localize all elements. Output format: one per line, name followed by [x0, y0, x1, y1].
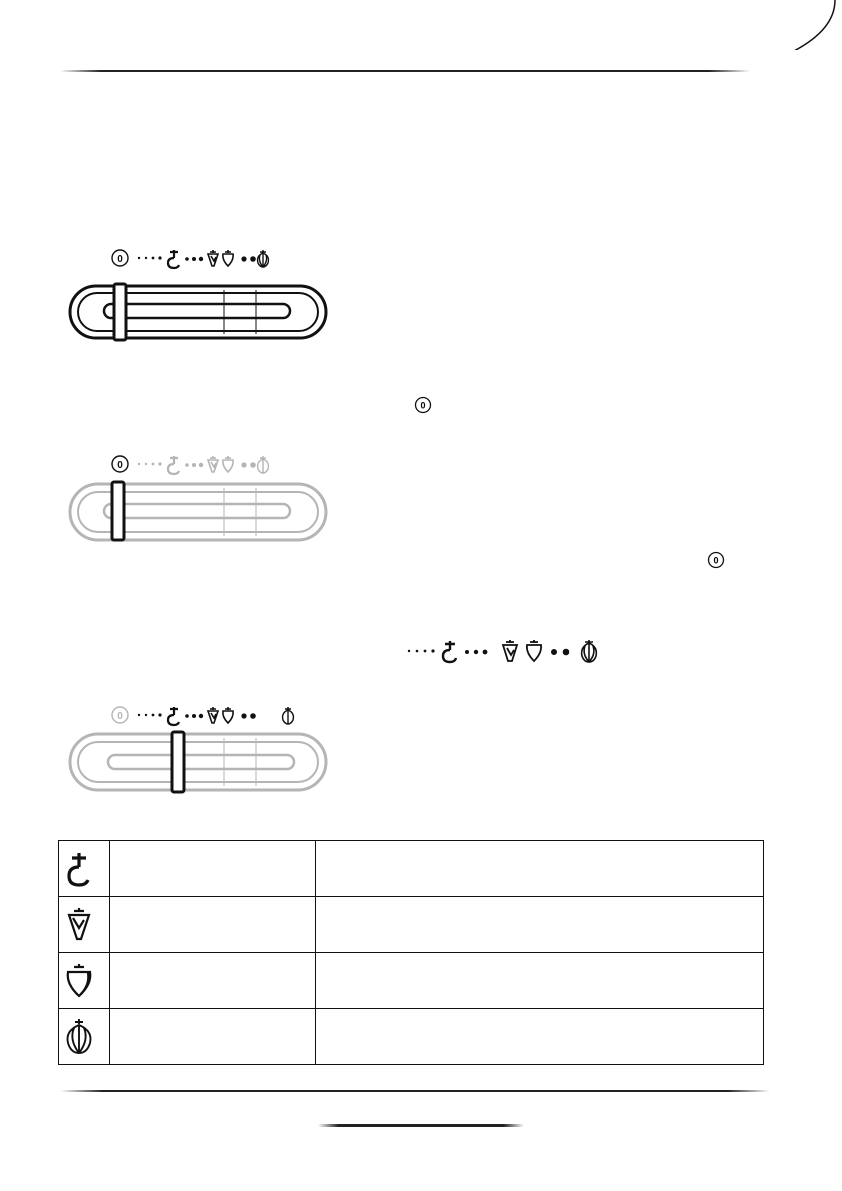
dough-hook-icon	[168, 707, 179, 725]
off-symbol-label: 0	[117, 711, 123, 722]
speed-dot	[199, 257, 203, 261]
table-cell-name	[110, 1009, 316, 1065]
speed-scale	[112, 250, 268, 268]
slider-diagram-off-highlight	[66, 450, 336, 550]
flat-beater-icon	[208, 456, 218, 472]
speed-dot	[145, 257, 147, 259]
speed-dot	[192, 257, 196, 261]
dough-hook-icon	[59, 847, 99, 891]
flex-edge-beater-icon	[527, 640, 541, 661]
slider-housing-light	[70, 484, 326, 540]
wire-whisk-icon	[258, 250, 269, 267]
inline-off-symbol-label: 0	[713, 555, 719, 566]
inline-speed-scale	[404, 636, 604, 666]
flex-edge-beater-icon	[223, 456, 233, 472]
wire-whisk-icon	[59, 1015, 99, 1059]
slider-knob	[172, 732, 184, 792]
slider-housing	[70, 286, 326, 338]
dough-hook-icon	[168, 456, 179, 474]
speed-dot	[185, 257, 189, 261]
speed-dot	[158, 256, 161, 259]
speed-scale-light	[112, 456, 268, 474]
footer-accent-rule	[318, 1124, 524, 1127]
header-rule	[60, 70, 750, 72]
flex-edge-beater-icon	[223, 707, 233, 723]
speed-scale	[112, 707, 293, 725]
table-cell-description	[316, 1009, 764, 1065]
flex-edge-beater-icon	[223, 250, 233, 266]
table-row	[59, 953, 764, 1009]
speed-dot	[241, 256, 246, 261]
flat-beater-icon	[503, 640, 517, 661]
dough-hook-icon	[168, 250, 179, 268]
off-symbol-label: 0	[117, 254, 123, 265]
table-cell-description	[316, 897, 764, 953]
flat-beater-icon	[59, 903, 99, 947]
table-cell-description	[316, 953, 764, 1009]
speed-dot	[152, 257, 155, 260]
slider-housing-light	[70, 734, 326, 790]
footer-rule	[60, 1090, 770, 1092]
wire-whisk-icon	[258, 456, 269, 473]
table-cell-name	[110, 841, 316, 897]
corner-arc-decoration	[792, 0, 842, 50]
speed-dot	[250, 256, 256, 262]
table-row	[59, 897, 764, 953]
wire-whisk-icon	[582, 640, 597, 662]
dough-hook-icon	[443, 641, 456, 662]
table-cell-name	[110, 953, 316, 1009]
inline-off-symbol-icon	[414, 396, 432, 414]
table-cell-icon	[59, 1009, 110, 1065]
table-row	[59, 841, 764, 897]
wire-whisk-icon	[283, 707, 294, 724]
table-cell-icon	[59, 953, 110, 1009]
speed-dot	[138, 257, 140, 259]
inline-off-symbol-label: 0	[420, 400, 426, 411]
flat-beater-icon	[208, 707, 218, 723]
slider-diagram-speed	[66, 700, 336, 800]
table-cell-description	[316, 841, 764, 897]
table-cell-icon	[59, 897, 110, 953]
flat-beater-icon	[208, 250, 218, 266]
table-row	[59, 1009, 764, 1065]
off-symbol-label: 0	[117, 460, 123, 471]
flex-edge-beater-icon	[59, 959, 99, 1003]
attachment-table	[58, 840, 764, 1065]
slider-knob	[112, 482, 124, 540]
slider-diagram-off	[66, 240, 336, 350]
table-cell-name	[110, 897, 316, 953]
inline-off-symbol-icon	[707, 551, 725, 569]
table-cell-icon	[59, 841, 110, 897]
slider-knob	[114, 284, 126, 340]
